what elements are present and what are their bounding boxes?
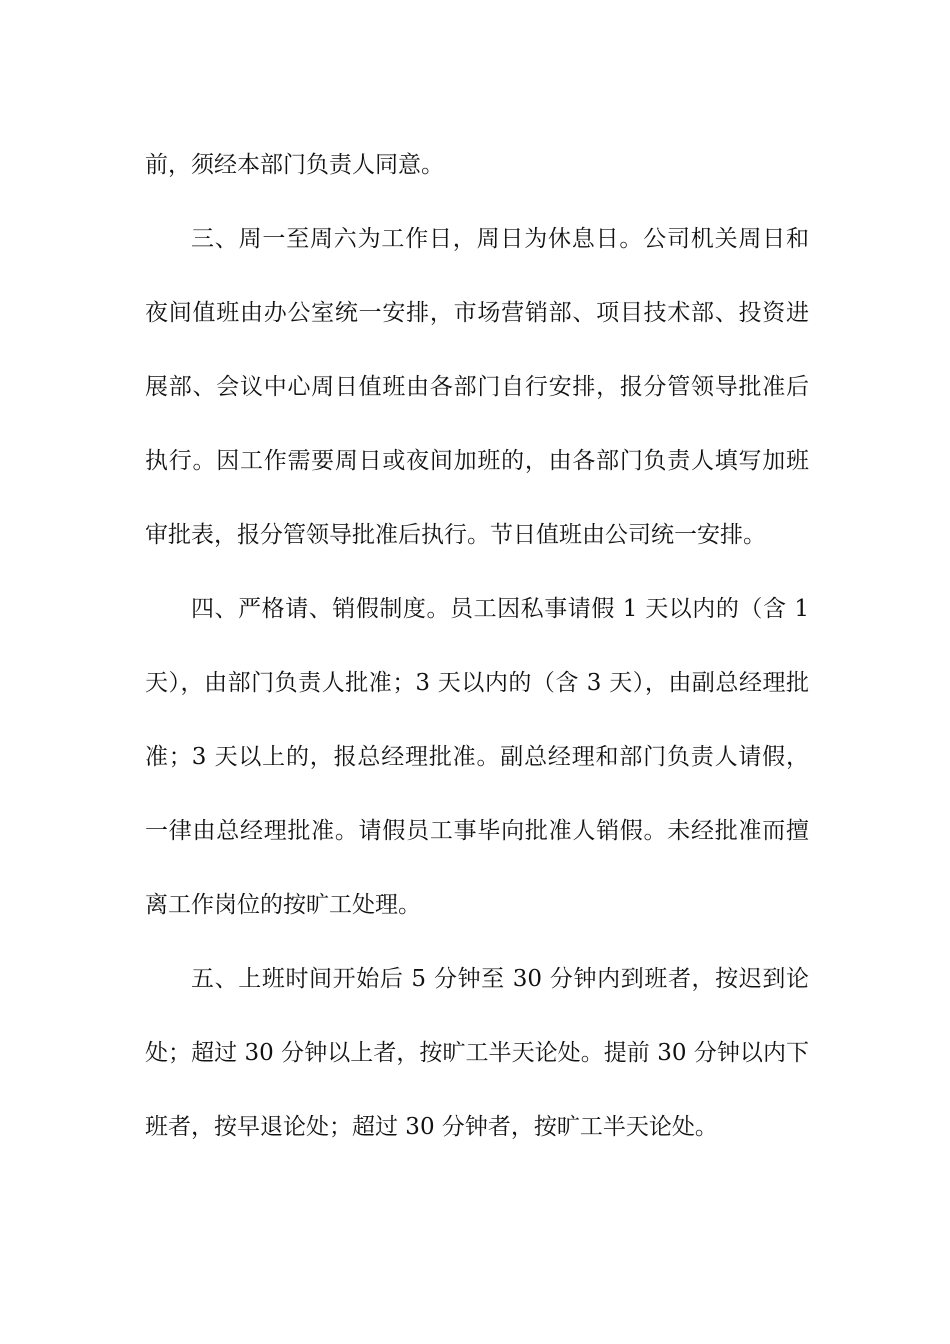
- paragraph-item-4: 四、严格请、销假制度。员工因私事请假 1 天以内的（含 1 天），由部门负责人批准；3 天以内的（含 3 天），由副总经理批准；3 天以上的，报总经理批准。副总经理和部门负责人请假，一律由总经理批准。请假员工事毕向批准人销假。未经批准而擅离工作岗位的按旷工处理。: [145, 596, 809, 918]
- paragraph-item-5: 五、上班时间开始后 5 分钟至 30 分钟内到班者，按迟到论处；超过 30 分钟以上者，按旷工半天论处。提前 30 分钟以内下班者，按早退论处；超过 30 分钟者，按旷工半天论处。: [145, 966, 809, 1140]
- paragraph-continuation: 前，须经本部门负责人同意。: [145, 152, 444, 178]
- document-body: [145, 128, 809, 1164]
- paragraph-item-3: 三、周一至周六为工作日，周日为休息日。公司机关周日和夜间值班由办公室统一安排，市场营销部、项目技术部、投资进展部、会议中心周日值班由各部门自行安排，报分管领导批准后执行。因工作需要周日或夜间加班的，由各部门负责人填写加班审批表，报分管领导批准后执行。节日值班由公司统一安排。: [145, 226, 809, 548]
